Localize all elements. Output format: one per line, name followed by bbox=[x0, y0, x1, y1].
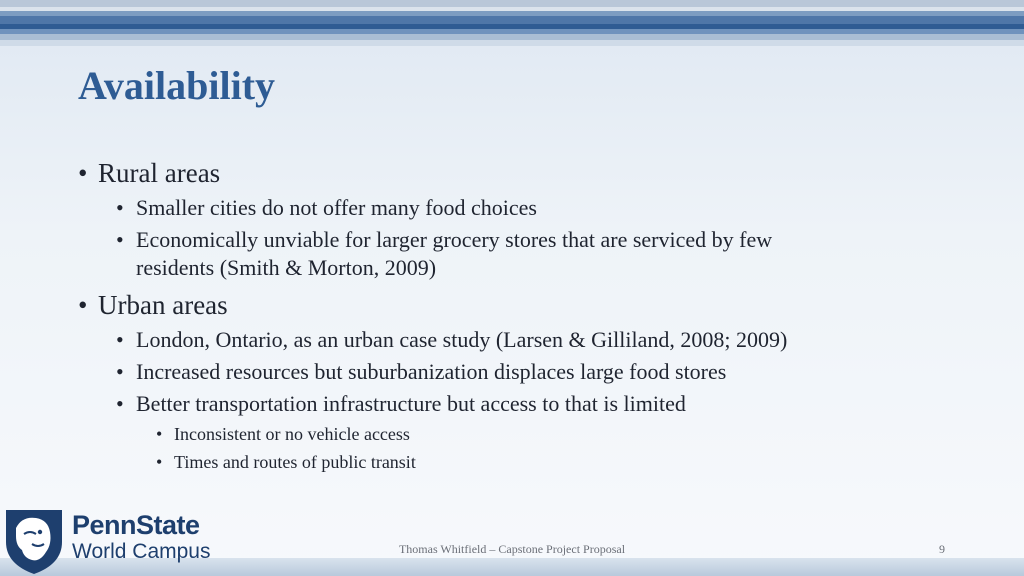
bullet-text: Times and routes of public transit bbox=[174, 452, 416, 472]
bullet-marker: • bbox=[116, 227, 124, 252]
logo-line-pennstate: PennState bbox=[72, 510, 200, 540]
bullet-marker: • bbox=[78, 290, 88, 320]
bullet-rural-areas bbox=[78, 156, 978, 190]
bullet-text: Economically unviable for larger grocery stores that are serviced by few bbox=[136, 227, 773, 252]
sub-bullet bbox=[78, 226, 978, 282]
slide-content bbox=[78, 156, 978, 474]
bullet-text: Better transportation infrastructure but access to that is limited bbox=[136, 391, 686, 416]
sub-sub-bullet bbox=[78, 422, 978, 446]
bullet-text: Urban areas bbox=[98, 290, 228, 320]
bullet-text: London, Ontario, as an urban case study (Larsen & Gilliland, 2008; 2009) bbox=[136, 327, 788, 352]
slide-title: Availability bbox=[78, 63, 276, 108]
sub-bullet bbox=[78, 194, 978, 222]
bullet-text: Rural areas bbox=[98, 158, 221, 188]
sub-bullet bbox=[78, 326, 978, 354]
nittany-lion-shield-icon bbox=[2, 506, 66, 576]
bullet-text: Increased resources but suburbanization displaces large food stores bbox=[136, 359, 727, 384]
bullet-marker: • bbox=[116, 327, 124, 352]
logo-line-world-campus: World Campus bbox=[72, 540, 211, 563]
sub-bullet bbox=[78, 390, 978, 418]
bullet-marker: • bbox=[156, 424, 163, 444]
sub-bullet bbox=[78, 358, 978, 386]
bullet-marker: • bbox=[116, 195, 124, 220]
bullet-marker: • bbox=[116, 359, 124, 384]
bullet-text: Smaller cities do not offer many food choices bbox=[136, 195, 537, 220]
bullet-text: Inconsistent or no vehicle access bbox=[174, 424, 410, 444]
pennstate-world-campus-logo bbox=[0, 504, 230, 576]
bullet-marker: • bbox=[78, 158, 88, 188]
bullet-marker: • bbox=[116, 391, 124, 416]
page-number: 9 bbox=[939, 542, 945, 556]
footer-text: Thomas Whitfield – Capstone Project Proposal bbox=[398, 542, 626, 556]
sub-sub-bullet bbox=[78, 450, 978, 474]
header-stripes bbox=[0, 0, 1024, 48]
bullet-urban-areas bbox=[78, 288, 978, 322]
bullet-marker: • bbox=[156, 452, 163, 472]
bullet-text-continued: residents (Smith & Morton, 2009) bbox=[136, 255, 437, 280]
